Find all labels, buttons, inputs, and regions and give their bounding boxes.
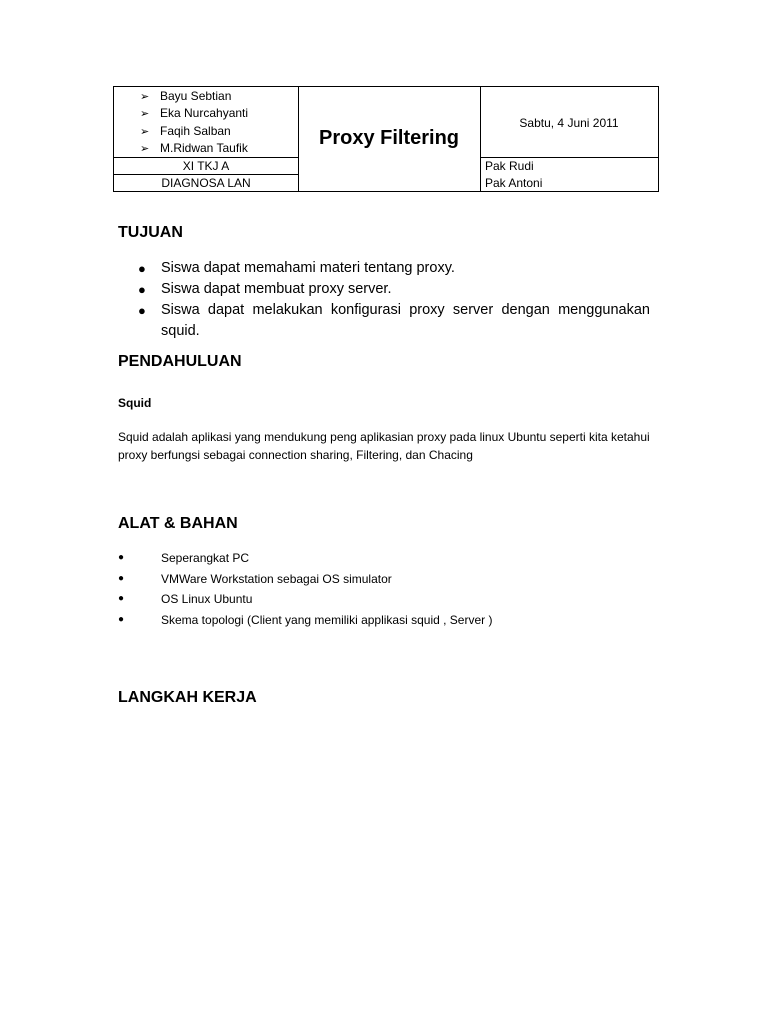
subject-cell: DIAGNOSA LAN — [161, 176, 251, 190]
list-item — [118, 589, 492, 610]
bullet-dot-icon: ● — [118, 552, 125, 563]
list-item-text: Skema topologi (Client yang memiliki applikasi squid , Server ) — [161, 613, 493, 628]
tujuan-list — [138, 258, 650, 342]
document-date: Sabtu, 4 Juni 2011 — [519, 116, 619, 130]
list-item — [138, 258, 650, 279]
list-item-text: Seperangkat PC — [161, 551, 250, 565]
squid-subheading: Squid — [118, 396, 152, 410]
list-item — [138, 300, 650, 342]
member-item — [140, 88, 248, 105]
date-cell — [480, 87, 658, 158]
arrow-bullet-icon: ➢ — [140, 108, 150, 121]
arrow-bullet-icon: ➢ — [140, 125, 150, 138]
langkah-kerja-heading: LANGKAH KERJA — [118, 689, 257, 706]
member-name: Eka Nurcahyanti — [160, 106, 249, 121]
arrow-bullet-icon: ➢ — [140, 91, 150, 103]
members-cell — [114, 87, 298, 158]
member-name: Bayu Sebtian — [160, 89, 232, 103]
bullet-dot-icon: ● — [138, 282, 146, 297]
bullet-dot-icon: ● — [138, 303, 146, 318]
teachers-cell — [485, 158, 542, 192]
list-item-text: Siswa dapat membuat proxy server. — [161, 281, 392, 297]
document-title: Proxy Filtering — [318, 127, 460, 149]
member-item — [140, 140, 248, 157]
member-name: M.Ridwan Taufik — [160, 140, 248, 155]
header-right-column — [480, 87, 658, 191]
alat-bahan-list — [118, 548, 492, 631]
member-name: Faqih Salban — [160, 123, 231, 138]
class-cell: XI TKJ A — [114, 158, 298, 175]
header-table — [113, 86, 659, 192]
header-left-column — [114, 87, 299, 191]
pendahuluan-paragraph: Squid adalah aplikasi yang mendukung peng aplikasian proxy pada linux Ubuntu seperti kita ketahui proxy berfungsi sebagai connection sharing, Filtering, dan Chacing — [118, 430, 650, 462]
pendahuluan-heading: PENDAHULUAN — [118, 353, 242, 370]
header-title-column — [298, 87, 481, 191]
member-item — [140, 123, 248, 140]
arrow-bullet-icon: ➢ — [140, 142, 150, 155]
tujuan-heading: TUJUAN — [118, 224, 183, 241]
member-item — [140, 105, 248, 122]
bullet-dot-icon: ● — [118, 593, 125, 605]
list-item-text: OS Linux Ubuntu — [161, 592, 253, 607]
list-item — [138, 279, 650, 300]
list-item — [118, 548, 492, 569]
bullet-dot-icon: ● — [118, 614, 125, 626]
list-item — [118, 610, 492, 631]
bullet-dot-icon: ● — [138, 261, 146, 276]
list-item-text: VMWare Workstation sebagai OS simulator — [161, 571, 392, 586]
teacher-name: Pak Antoni — [485, 176, 543, 190]
teacher-name: Pak Rudi — [485, 159, 534, 173]
alat-bahan-heading: ALAT & BAHAN — [118, 515, 238, 532]
bullet-dot-icon: ● — [118, 572, 125, 584]
list-item — [118, 569, 492, 590]
list-item-text: Siswa dapat melakukan konfigurasi proxy server dengan menggunakan squid. — [161, 302, 650, 339]
members-list — [140, 88, 248, 157]
list-item-text: Siswa dapat memahami materi tentang proxy. — [161, 260, 455, 276]
